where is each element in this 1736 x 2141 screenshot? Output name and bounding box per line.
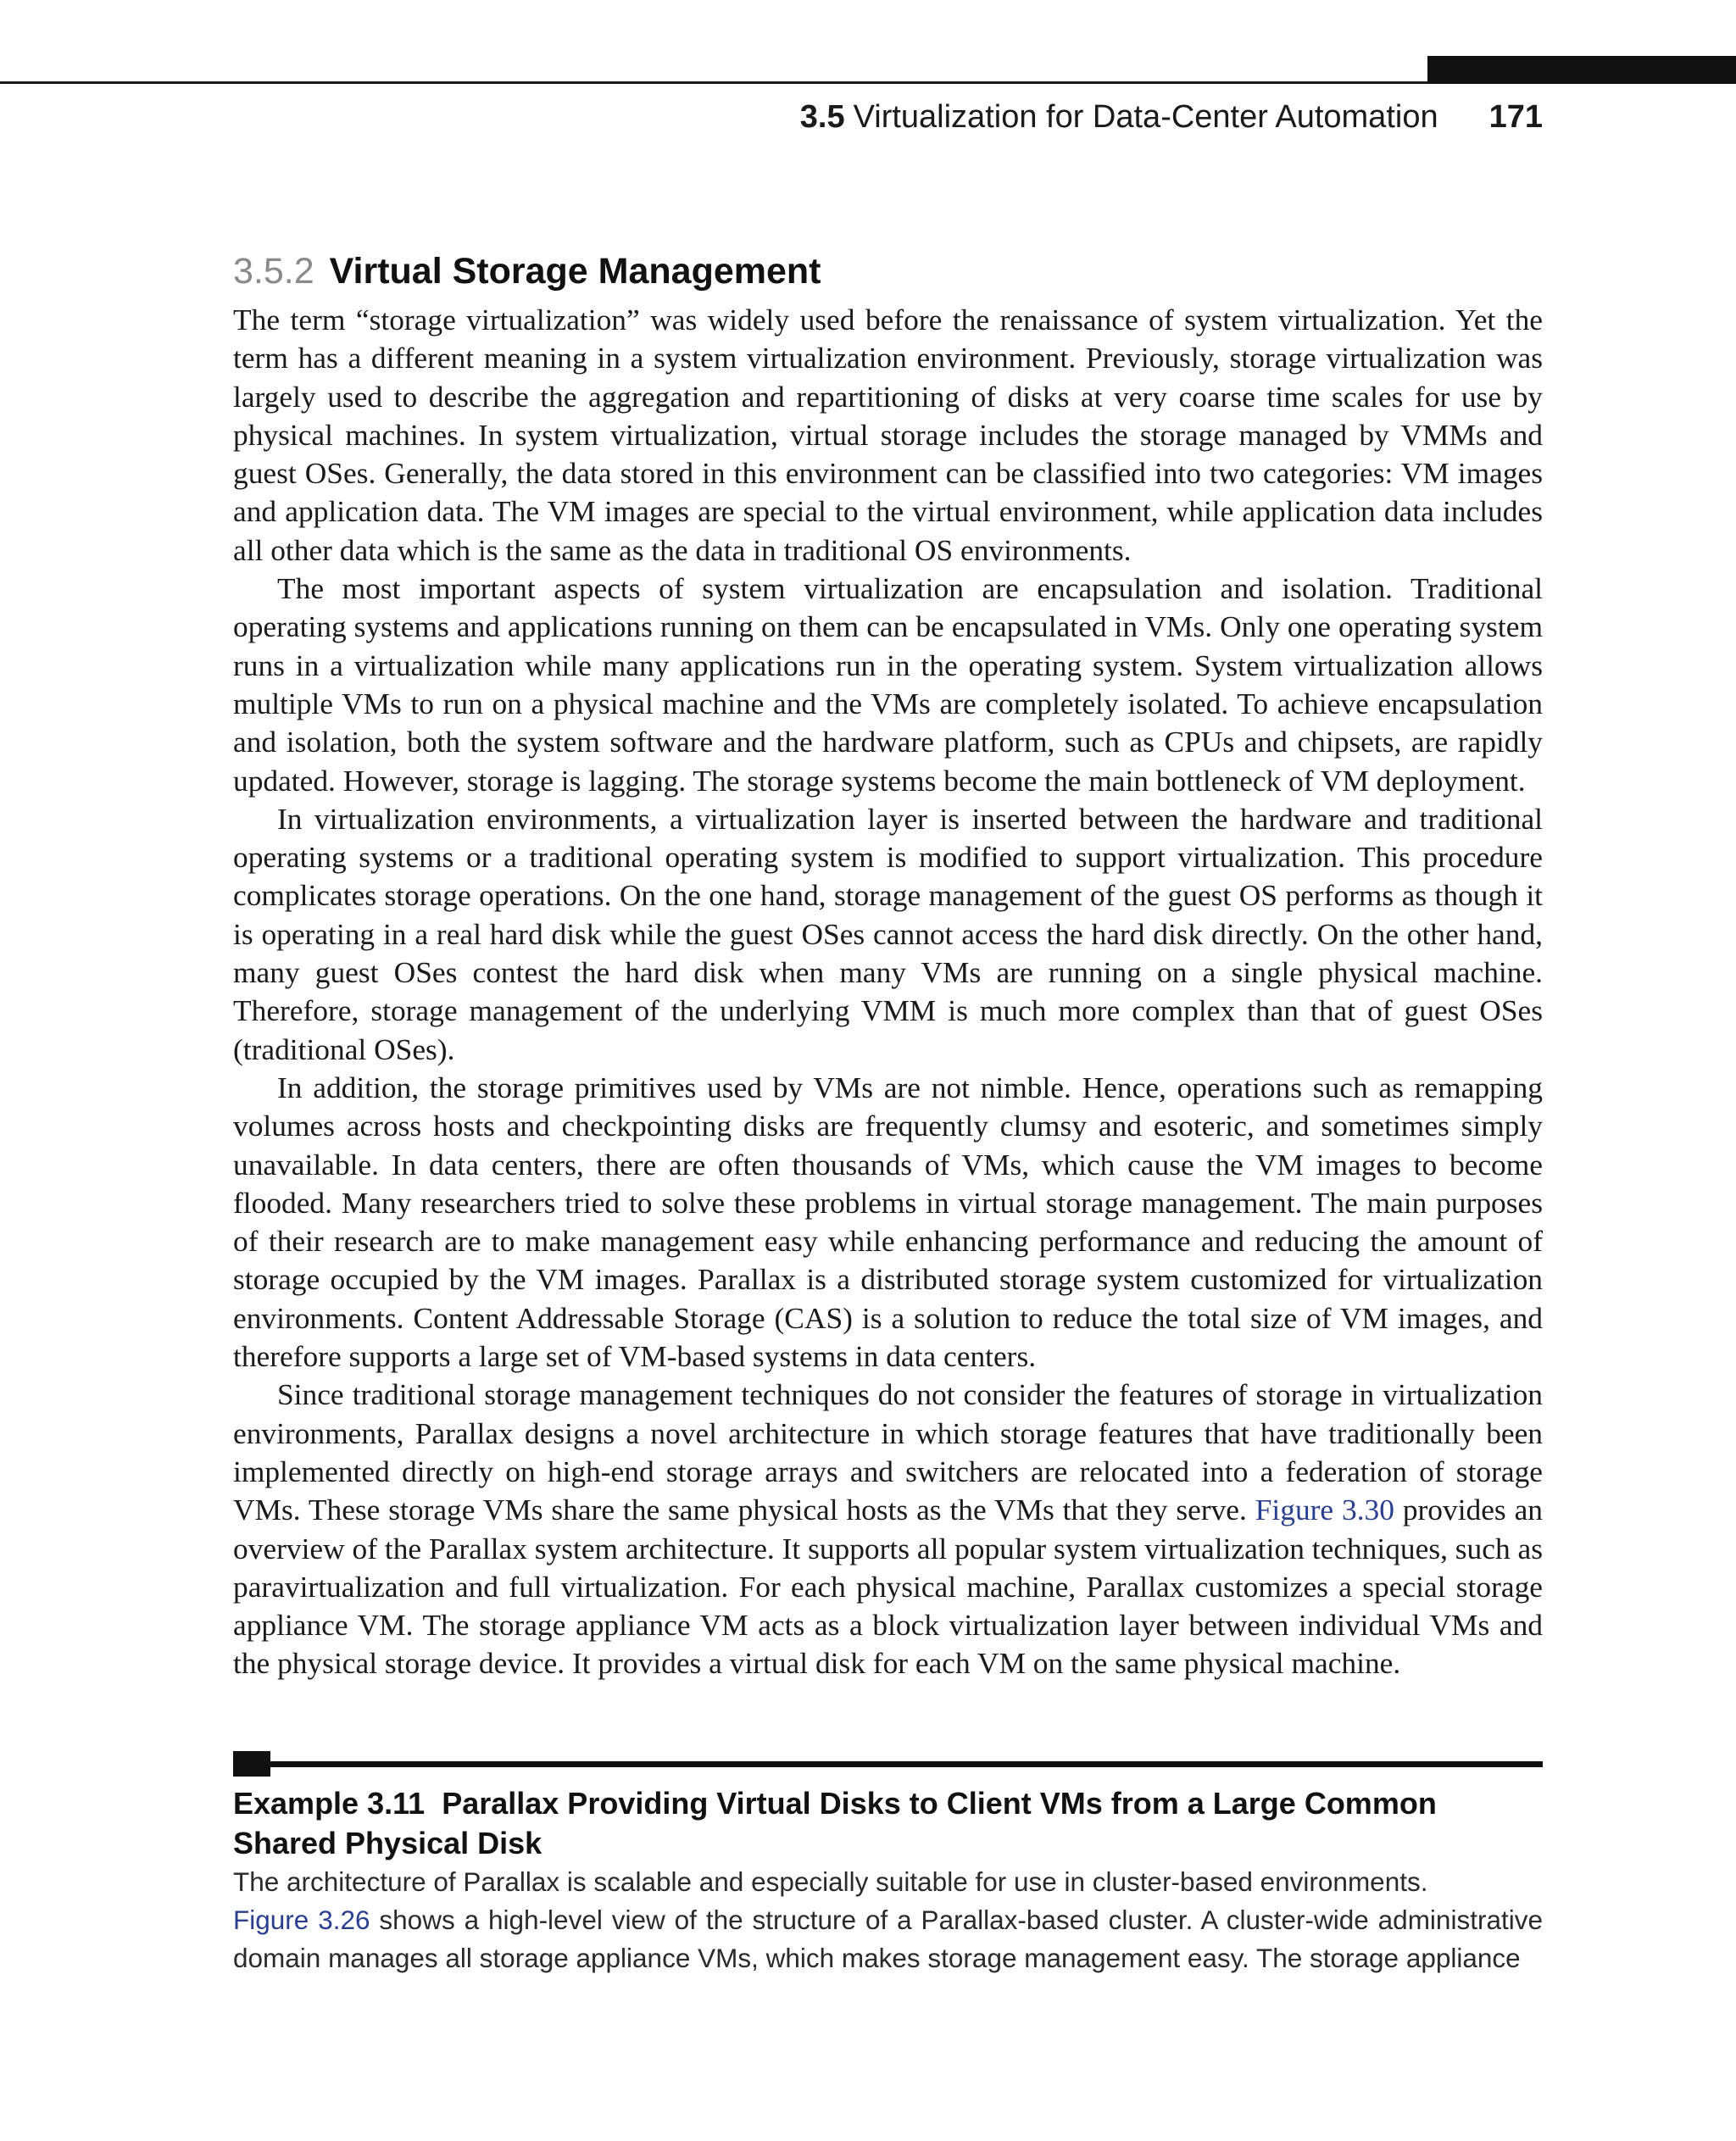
paragraph-5 [233,1376,1543,1682]
section-heading [233,246,821,297]
paragraph-5-text-end: provides an overview of the Parallax system architecture. It supports all popular system virtualization techniques, such as paravirtualization and full virtualization. For each physical machine, Parallax customizes a special storage appliance VM. The storage appliance VM acts as a block virtualization layer between individual VMs and the physical storage device. It provides a virtual disk for each VM on the same physical machine. [233,1493,1543,1681]
example-text-rest: shows a high-level view of the structure of a Parallax-based cluster. A cluster-wide administrative domain manages all storage appliance VMs, which makes storage management easy. The storage appliance [233,1905,1543,1973]
example-marker [233,1751,270,1777]
paragraph-5-text-start: Since traditional storage management techniques do not consider the features of storage in virtualization environments, Parallax designs a novel architecture in which storage features that have traditionally been implemented directly on high-end storage arrays and switchers are relocated into a federation of storage VMs. These storage VMs share the same physical hosts as the VMs that they serve. [233,1377,1543,1527]
example-heading [233,1783,1543,1863]
example-paragraph [233,1863,1543,1977]
example-divider [233,1761,1543,1767]
example-text [233,1863,1543,1977]
page-number: 171 [1488,99,1543,135]
running-head-section-title: Virtualization for Data-Center Automation [853,99,1438,135]
section-title: Virtual Storage Management [329,251,821,292]
example-line-1: The architecture of Parallax is scalable and especially suitable for use in cluster-based environments. [233,1866,1428,1897]
paragraph-4: In addition, the storage primitives used by VMs are not nimble. Hence, operations such as remapping volumes across hosts and checkpointing disks are frequently clumsy and esoteric, and sometimes simply unavailable. In data centers, there are often thousands of VMs, which cause the VM images to become flooded. Many researchers tried to solve these problems in virtual storage management. The main purposes of their research are to make management easy while enhancing performance and reducing the amount of storage occupied by the VM images. Parallax is a distributed storage system customized for virtualization environments. Content Addressable Storage (CAS) is a solution to reduce the total size of VM images, and therefore supports a large set of VM-based systems in data centers. [233,1070,1543,1374]
example-label: Example 3.11 [233,1786,426,1821]
paragraph-1: The term “storage virtualization” was widely used before the renaissance of system virtualization. Yet the term has a different meaning in a system virtualization environment. Previously, storage virtualization was largely used to describe the aggregation and repartitioning of disks at very coarse time scales for use by physical machines. In system virtualization, virtual storage includes the storage managed by VMMs and guest OSes. Generally, the data stored in this environment can be classified into two categories: VM images and application data. The VM images are special to the virtual environment, while application data includes all other data which is the same as the data in traditional OS environments. [233,303,1543,567]
figure-3-26-link[interactable]: Figure 3.26 [233,1905,370,1935]
header-tab-marker [1427,56,1736,83]
section-number: 3.5.2 [233,251,314,292]
running-head [233,93,1543,141]
paragraph-2: The most important aspects of system virtualization are encapsulation and isolation. Traditional operating systems and applications running on them can be encapsulated in VMs. Only one operating system runs in a virtualization while many applications run in the operating system. System virtualization allows multiple VMs to run on a physical machine and the VMs are completely isolated. To achieve encapsulation and isolation, both the system software and the hardware platform, such as CPUs and chipsets, are rapidly updated. However, storage is lagging. The storage systems become the main bottleneck of VM deployment. [233,571,1543,798]
example-title: Parallax Providing Virtual Disks to Client VMs from a Large Common Shared Physical Disk [233,1786,1437,1860]
body-text [233,301,1543,1683]
running-head-section-number: 3.5 [799,99,845,135]
paragraph-3: In virtualization environments, a virtualization layer is inserted between the hardware and traditional operating systems or a traditional operating system is modified to support virtualization. This procedure complicates storage operations. On the one hand, storage management of the guest OS performs as though it is operating in a real hard disk while the guest OSes cannot access the hard disk directly. On the other hand, many guest OSes contest the hard disk when many VMs are running on a single physical machine. Therefore, storage management of the underlying VMM is much more complex than that of guest OSes (traditional OSes). [233,801,1543,1066]
figure-3-30-link[interactable]: Figure 3.30 [1255,1493,1394,1527]
